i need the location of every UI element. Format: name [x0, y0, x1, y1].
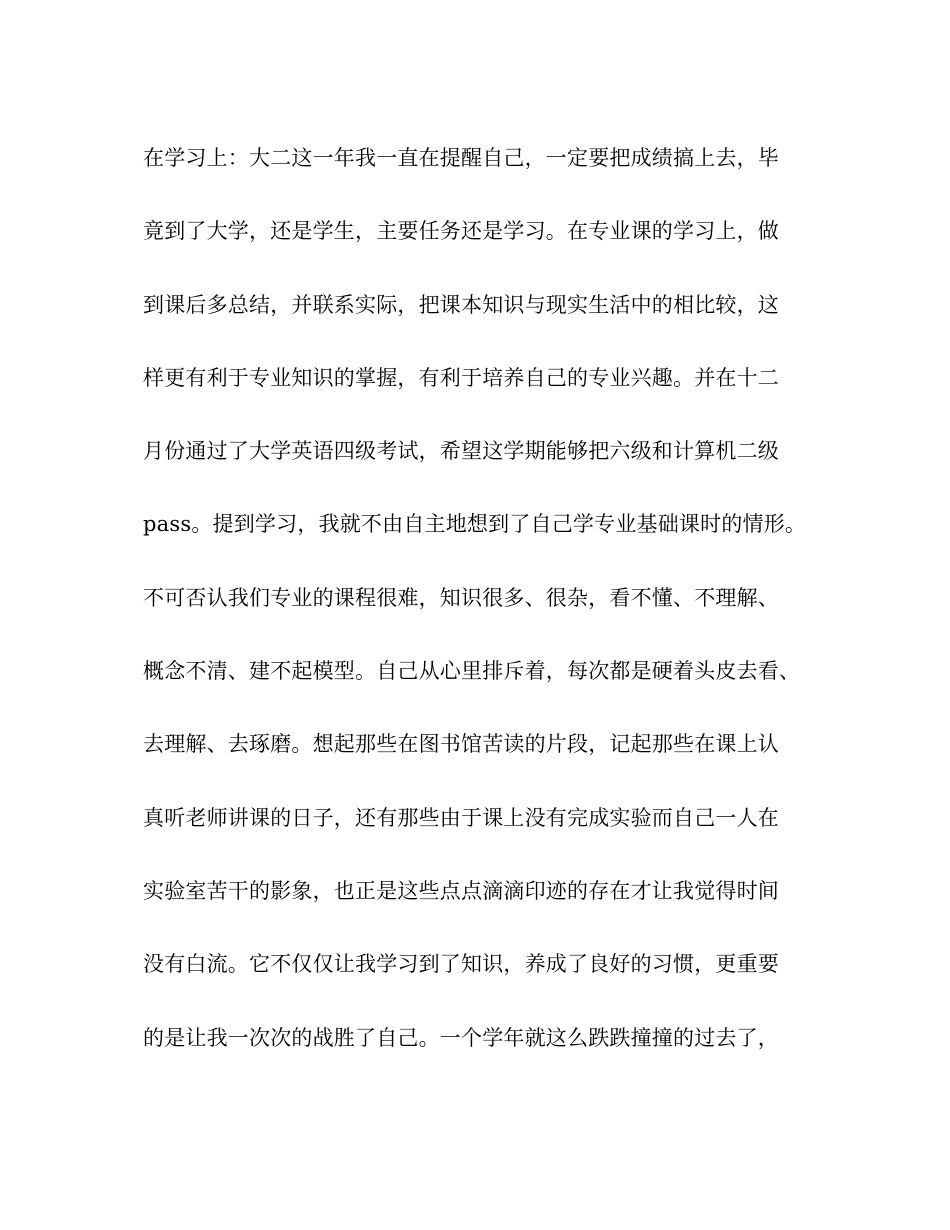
body-paragraph: [143, 136, 823, 1089]
text-line: 概念不清、建不起模型。自己从心里排斥着，每次都是硬着头皮去看、: [143, 659, 801, 684]
text-line: 去理解、去琢磨。想起那些在图书馆苦读的片段，记起那些在课上认: [143, 732, 779, 757]
text-line: 没有白流。它不仅仅让我学习到了知识，养成了良好的习惯，更重要: [143, 952, 779, 977]
text-line: 的是让我一次次的战胜了自己。一个学年就这么跌跌撞撞的过去了，: [143, 1025, 779, 1050]
text-line: 实验室苦干的影象，也正是这些点点滴滴印迹的存在才让我觉得时间: [143, 878, 779, 903]
text-line: 在学习上：大二这一年我一直在提醒自己，一定要把成绩搞上去，毕: [143, 146, 779, 170]
text-line: 到课后多总结，并联系实际，把课本知识与现实生活中的相比较，这: [143, 292, 779, 317]
text-line: 竟到了大学，还是学生，主要任务还是学习。在专业课的学习上，做: [143, 219, 779, 244]
text-line: 样更有利于专业知识的掌握，有利于培养自己的专业兴趣。并在十二: [143, 365, 779, 390]
text-line: 真听老师讲课的日子，还有那些由于课上没有完成实验而自己一人在: [143, 805, 779, 830]
text-line: pass。提到学习，我就不由自主地想到了自己学专业基础课时的情形。: [143, 512, 807, 537]
text-line: 月份通过了大学英语四级考试，希望这学期能够把六级和计算机二级: [143, 439, 779, 464]
text-line: 不可否认我们专业的课程很难，知识很多、很杂，看不懂、不理解、: [143, 585, 779, 610]
